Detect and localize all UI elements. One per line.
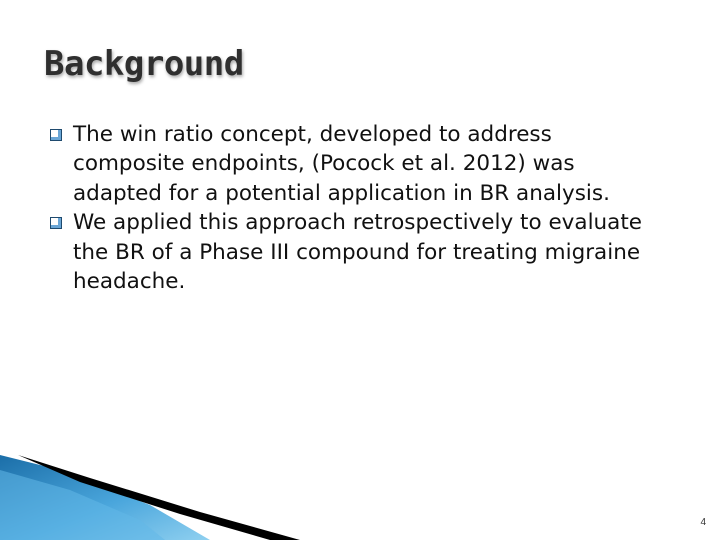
slide-title: Background [44, 44, 244, 84]
bullet-item [50, 120, 670, 208]
bullet-text: The win ratio concept, developed to address composite endpoints, (Pocock et al. 2012) was adapted for a potential application in BR analysis. [73, 122, 610, 206]
slide-number: 4 [700, 517, 706, 528]
bullet-text: We applied this approach retrospectively to evaluate the BR of a Phase III compound for treating migraine headache. [73, 210, 643, 295]
bullet-list [50, 120, 670, 296]
checkbox-bullet-icon [50, 217, 62, 229]
checkbox-bullet-icon [50, 129, 62, 141]
bullet-item [50, 208, 670, 296]
